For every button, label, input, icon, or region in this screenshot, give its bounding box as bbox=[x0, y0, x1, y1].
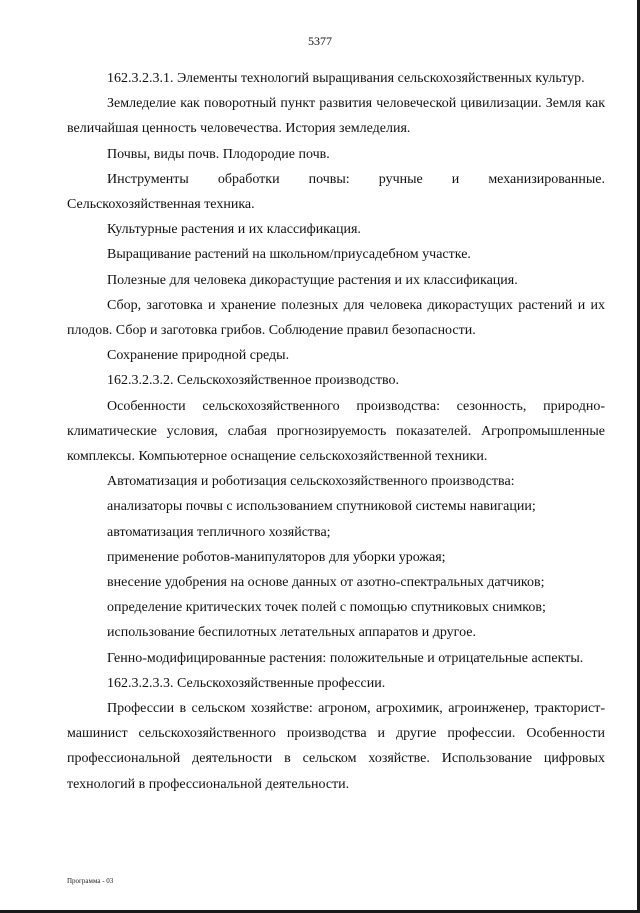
paragraph: Инструменты обработки почвы: ручные и механизированные. Сельскохозяйственная техника. bbox=[67, 171, 605, 213]
paragraph: Сохранение природной среды. bbox=[107, 348, 290, 364]
list-item: автоматизация тепличного хозяйства; bbox=[107, 524, 331, 540]
paragraph: Автоматизация и роботизация сельскохозяйственного производства: bbox=[107, 474, 515, 490]
list-item: анализаторы почвы с использованием спутниковой системы навигации; bbox=[107, 499, 536, 515]
paragraph: Культурные растения и их классификация. bbox=[107, 222, 361, 238]
paragraph: Сбор, заготовка и хранение полезных для человека дикорастущих растений и их плодов. Сбор и заготовка грибов. Соблюдение правил безопасности. bbox=[67, 297, 605, 339]
page-number: 5377 bbox=[308, 34, 332, 48]
paragraph: Выращивание растений на школьном/приусадебном участке. bbox=[107, 247, 471, 263]
section-heading-162-3-2-3-3: 162.3.2.3.3. Сельскохозяйственные профессии. bbox=[107, 675, 386, 691]
paragraph: Профессии в сельском хозяйстве: агроном, агрохимик, агроинженер, тракторист-машинист сельскохозяйственного производства и другие профессии. Особенности профессиональной деятельности в сельском хозяйстве. Использование цифровых технологий в профессиональной деятельности. bbox=[67, 701, 605, 792]
paragraph: Полезные для человека дикорастущие растения и их классификация. bbox=[107, 272, 518, 288]
section-heading-162-3-2-3-2: 162.3.2.3.2. Сельскохозяйственное производство. bbox=[107, 373, 400, 389]
list-item: определение критических точек полей с помощью спутниковых снимков; bbox=[107, 600, 546, 616]
document-body bbox=[67, 66, 605, 797]
footer-label: Программа - 03 bbox=[67, 877, 114, 885]
paragraph: Земледелие как поворотный пункт развития человеческой цивилизации. Земля как величайшая ценность человечества. История земледелия. bbox=[67, 96, 605, 137]
paragraph: Особенности сельскохозяйственного производства: сезонность, природно-климатические условия, слабая прогнозируемость показателей. Агропромышленные комплексы. Компьютерное оснащение сельскохозяйственной техники. bbox=[67, 398, 605, 465]
list-item: использование беспилотных летательных аппаратов и другое. bbox=[107, 625, 476, 641]
list-item: применение роботов-манипуляторов для уборки урожая; bbox=[107, 549, 446, 565]
paragraph: Почвы, виды почв. Плодородие почв. bbox=[107, 146, 330, 162]
paragraph: Генно-модифицированные растения: положительные и отрицательные аспекты. bbox=[107, 650, 584, 666]
section-heading-162-3-2-3-1: 162.3.2.3.1. Элементы технологий выращивания сельскохозяйственных культур. bbox=[107, 71, 585, 86]
list-item: внесение удобрения на основе данных от азотно-спектральных датчиков; bbox=[107, 575, 545, 591]
